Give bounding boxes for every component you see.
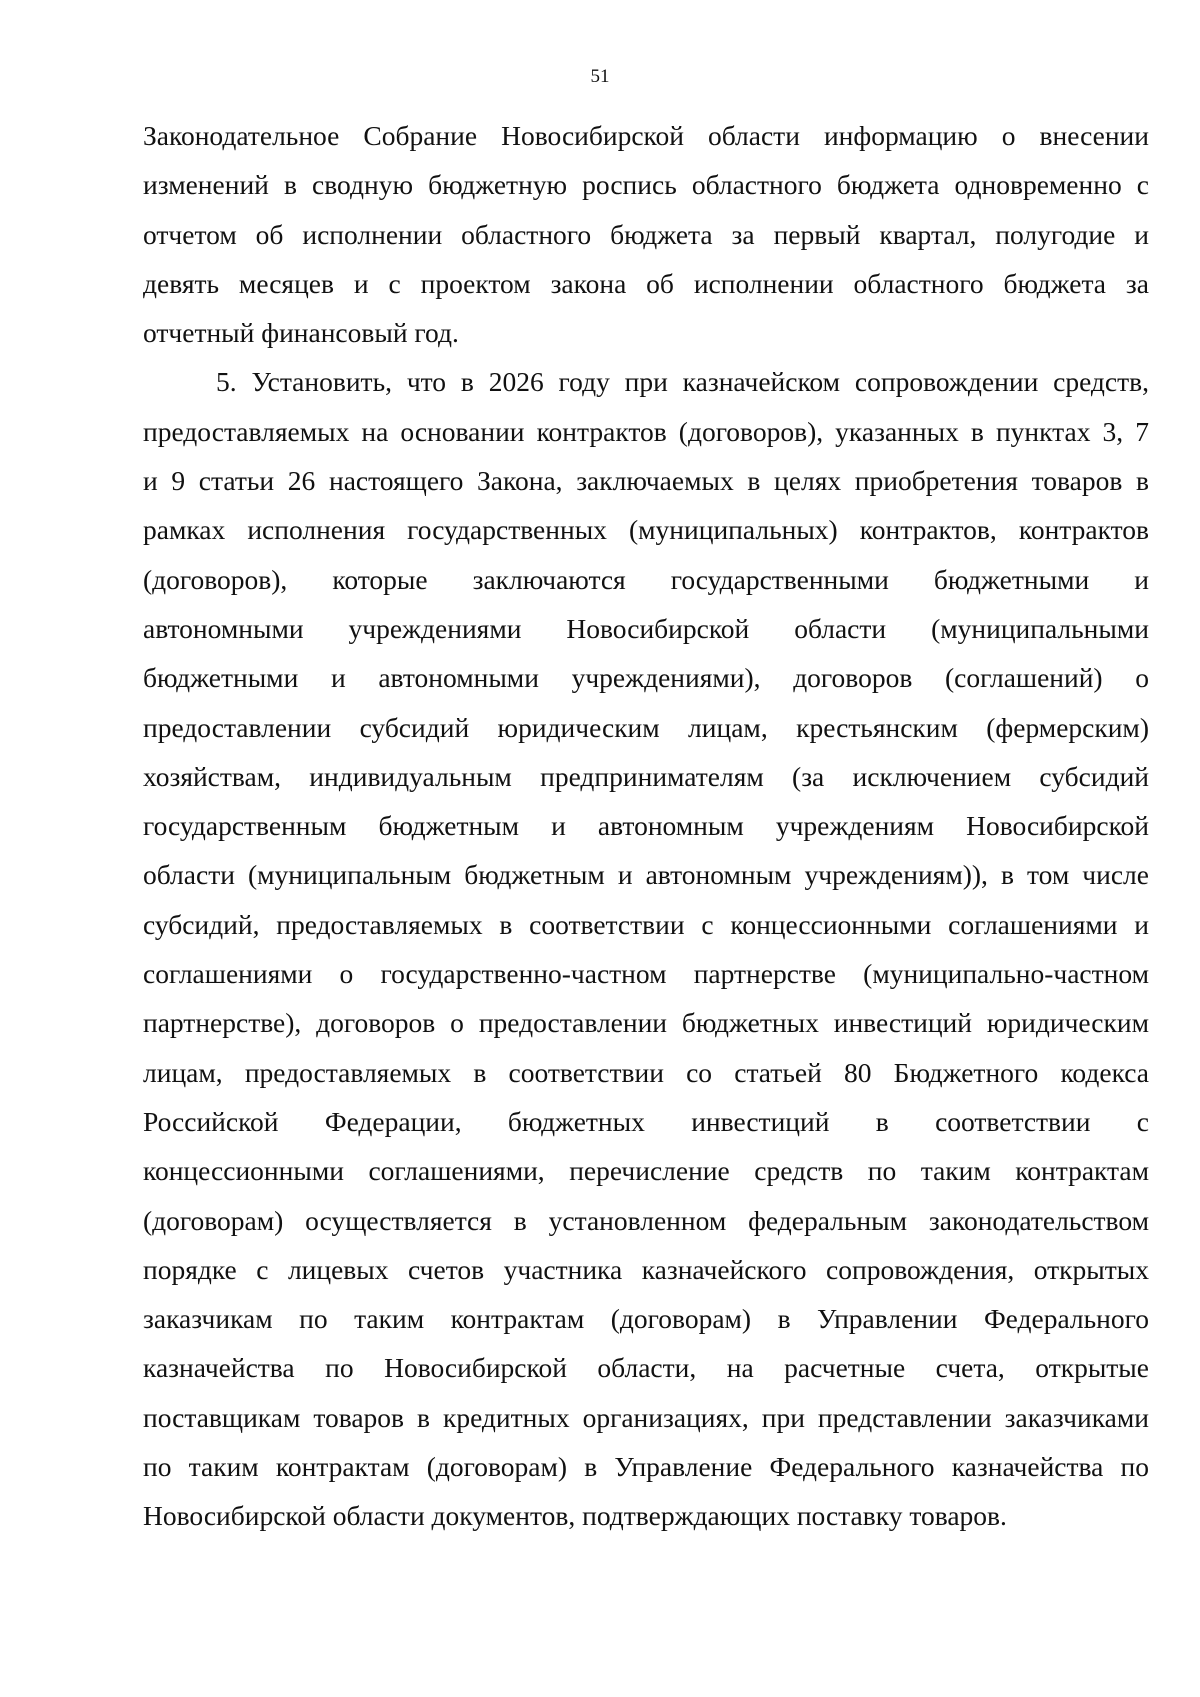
paragraph-2-line: казначейства по Новосибирской области, на расчетные счета, открытые xyxy=(143,1352,1149,1384)
paragraph-2-line: хозяйствам, индивидуальным предпринимателям (за исключением субсидий xyxy=(143,760,1149,792)
paragraph-2-line: соглашениями о государственно-частном партнерстве (муниципально-частном xyxy=(143,958,1149,990)
paragraph-2-line: Российской Федерации, бюджетных инвестиций в соответствии с xyxy=(143,1105,1149,1137)
paragraph-2-line: (договорам) осуществляется в установленном федеральным законодательством xyxy=(143,1204,1149,1236)
paragraph-2-line: и 9 статьи 26 настоящего Закона, заключаемых в целях приобретения товаров в xyxy=(143,465,1149,497)
paragraph-2-line: 5. Установить, что в 2026 году при казначейском сопровождении средств, xyxy=(216,366,1149,398)
document-body xyxy=(143,111,1149,1541)
paragraph-2-line: субсидий, предоставляемых в соответствии с концессионными соглашениями и xyxy=(143,908,1149,940)
paragraph-2-line: бюджетными и автономными учреждениями), договоров (соглашений) о xyxy=(143,662,1149,694)
paragraph-2-line: предоставлении субсидий юридическим лицам, крестьянским (фермерским) xyxy=(143,711,1149,743)
paragraph-2-line: предоставляемых на основании контрактов (договоров), указанных в пунктах 3, 7 xyxy=(143,415,1149,447)
paragraph-2-line: Новосибирской области документов, подтверждающих поставку товаров. xyxy=(143,1500,1007,1532)
paragraph-2-line: области (муниципальным бюджетным и автономным учреждениям)), в том числе xyxy=(143,859,1149,891)
paragraph-1-line: Законодательное Собрание Новосибирской области информацию о внесении xyxy=(143,120,1149,151)
paragraph-2-line: порядке с лицевых счетов участника казначейского сопровождения, открытых xyxy=(143,1253,1149,1285)
paragraph-2-line: концессионными соглашениями, перечисление средств по таким контрактам xyxy=(143,1155,1149,1187)
paragraph-2-line: рамках исполнения государственных (муниципальных) контрактов, контрактов xyxy=(143,514,1149,546)
paragraph-2-line: лицам, предоставляемых в соответствии со статьей 80 Бюджетного кодекса xyxy=(143,1056,1149,1088)
paragraph-1-line: отчетный финансовый год. xyxy=(143,317,459,349)
paragraph-1-line: отчетом об исполнении областного бюджета за первый квартал, полугодие и xyxy=(143,218,1149,250)
paragraph-1-line: девять месяцев и с проектом закона об исполнении областного бюджета за xyxy=(143,267,1149,299)
page-number: 51 xyxy=(590,66,610,87)
paragraph-2-line: партнерстве), договоров о предоставлении бюджетных инвестиций юридическим xyxy=(143,1007,1149,1039)
paragraph-1-line: изменений в сводную бюджетную роспись областного бюджета одновременно с xyxy=(143,169,1149,201)
paragraph-2-line: автономными учреждениями Новосибирской области (муниципальными xyxy=(143,612,1149,644)
paragraph-2-line: заказчикам по таким контрактам (договорам) в Управлении Федерального xyxy=(143,1303,1149,1335)
paragraph-2-line: государственным бюджетным и автономным учреждениям Новосибирской xyxy=(143,810,1149,842)
paragraph-2-line: по таким контрактам (договорам) в Управление Федерального казначейства по xyxy=(143,1451,1149,1483)
paragraph-2-line: (договоров), которые заключаются государственными бюджетными и xyxy=(143,563,1149,595)
paragraph-2-line: поставщикам товаров в кредитных организациях, при представлении заказчиками xyxy=(143,1401,1149,1433)
